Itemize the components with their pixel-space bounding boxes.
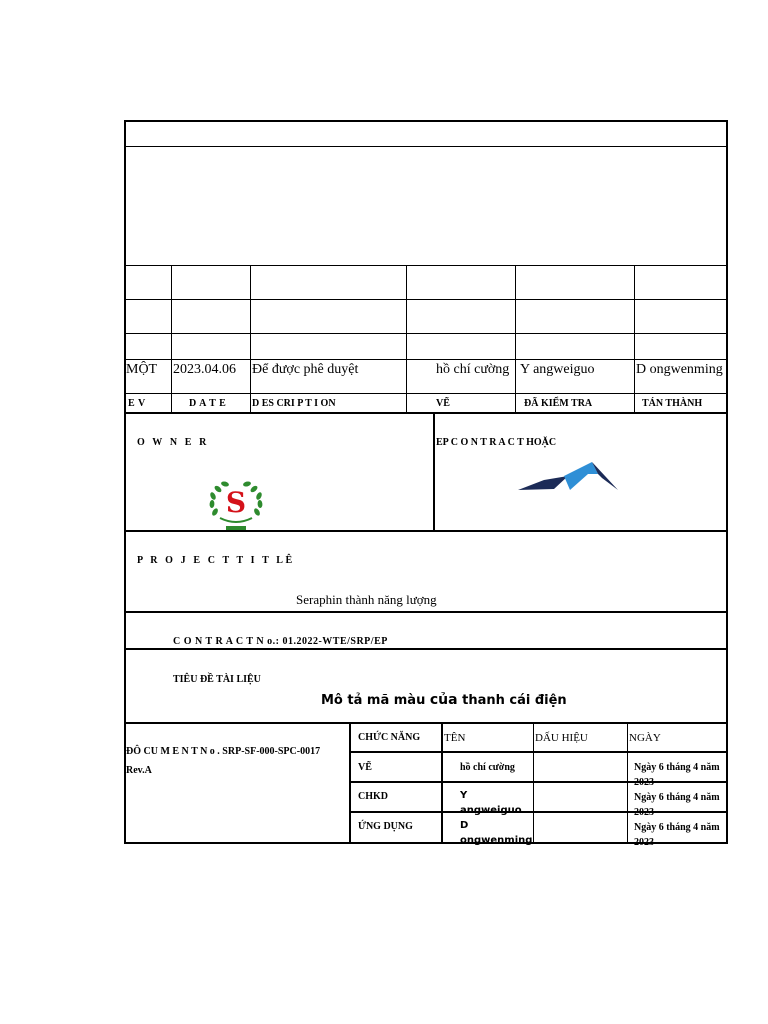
mountain-icon <box>518 456 620 494</box>
border-left <box>124 120 126 844</box>
name-cell: hồ chí cường <box>460 762 515 773</box>
border-top <box>124 120 728 122</box>
rev-label: E V <box>128 398 146 409</box>
description-label: D ES CRI P T I ON <box>252 398 336 409</box>
signature-header: DẤU HIỆU <box>535 732 588 744</box>
checked-value: Y angweiguo <box>520 362 595 377</box>
document-title-label: TIÊU ĐỀ TÀI LIỆU <box>173 674 261 685</box>
date-label: D A T E <box>189 398 227 409</box>
checked-label: ĐÃ KIỂM TRA <box>524 398 593 409</box>
epc-logo <box>518 456 620 499</box>
owner-logo <box>204 478 268 530</box>
function-cell: CHKD <box>358 791 388 802</box>
function-header: CHỨC NĂNG <box>358 732 421 743</box>
name-cell: Y angweiguo <box>460 790 522 816</box>
date-cell: Ngày 6 tháng 4 năm 2023 <box>634 792 720 818</box>
document-number: ĐÔ CU M E N T N o . SRP-SF-000-SPC-0017 <box>126 746 321 757</box>
approved-value: D ongwenming <box>636 362 723 377</box>
date-cell: Ngày 6 tháng 4 năm 2023 <box>634 822 720 848</box>
document-revision: Rev.A <box>126 765 152 776</box>
project-title-label: P R O J E C T T I T LÊ <box>137 555 295 566</box>
name-header: TÊN <box>444 732 466 744</box>
date-header: NGÀY <box>629 732 661 744</box>
header-strip-text <box>128 145 528 151</box>
approved-label: TÁN THÀNH <box>642 398 703 409</box>
drawn-label: VẼ <box>436 398 450 409</box>
date-value: 2023.04.06 <box>173 362 236 377</box>
function-cell: VẼ <box>358 762 372 773</box>
project-name: Seraphin thành năng lượng <box>296 592 437 607</box>
logo-letter: S <box>225 486 247 519</box>
description-value: Để được phê duyệt <box>252 362 359 377</box>
function-cell: ỨNG DỤNG <box>358 821 413 832</box>
contract-number: C O N T R A C T N o.: 01.2022-WTE/SRP/EP <box>173 636 388 647</box>
epc-label: EP C O N T R A C T HOẶC <box>436 437 557 448</box>
name-cell: D ongwenming <box>460 820 533 846</box>
document-title: Mô tả mã màu của thanh cái điện <box>321 692 567 708</box>
date-cell: Ngày 6 tháng 4 năm 2023 <box>634 762 720 788</box>
drawn-value: hồ chí cường <box>436 362 510 377</box>
border-right <box>726 120 728 844</box>
rev-value: MỘT <box>126 362 158 377</box>
owner-label: O W N E R <box>137 437 209 448</box>
title-block <box>124 120 728 848</box>
